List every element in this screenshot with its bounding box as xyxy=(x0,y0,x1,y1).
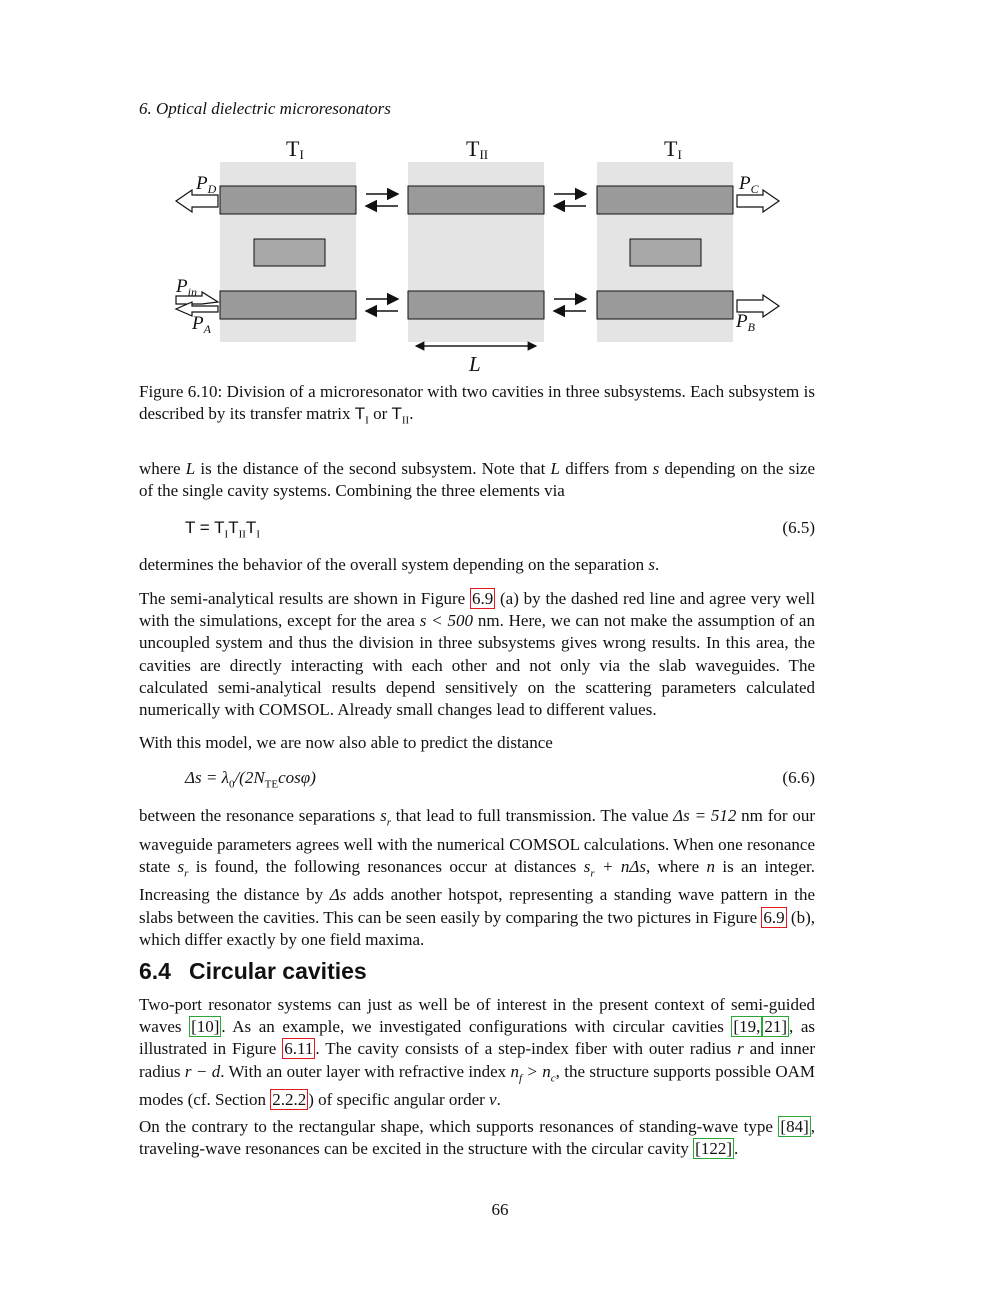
citation-link[interactable]: [19, xyxy=(733,1017,761,1037)
waveguide-bottom-right xyxy=(597,291,733,319)
figure-ref-link[interactable]: 6.11 xyxy=(284,1039,314,1059)
paragraph-4: With this model, we are now also able to predict the distance xyxy=(139,733,553,752)
waveguide-top-right xyxy=(597,186,733,214)
label-t1-left: TI xyxy=(286,136,304,162)
equation-6-6: $\Delta s = \lambda_0/(2N_{TE}\cos\varphi)$ (6.6) xyxy=(185,768,815,791)
section-heading: 6.4 Circular cavities xyxy=(139,958,367,984)
citation-link[interactable]: [122] xyxy=(695,1139,732,1159)
waveguide-bottom-left xyxy=(220,291,356,319)
label-pa: $P_A$ xyxy=(192,313,211,336)
section-ref-link[interactable]: 2.2.2 xyxy=(272,1090,307,1110)
label-pc: $P_C$ xyxy=(739,173,759,196)
citation-link[interactable]: 21] xyxy=(764,1017,788,1037)
waveguide-top-middle xyxy=(408,186,544,214)
paragraph-3: The semi-analytical results are shown in Figure 6.9 (a) by the dashed red line and agree very well with the simulations, except for the area s < 500 nm. Here, we can not make the assumption of an uncoupled system and thus the division in three subsystems gives wrong results. In this area, the cavities are directly interacting with each other and not only via the slab waveguides. The calculated semi-analytical results depend sensitively on the scattering parameters calculated numerically with COMSOL. Already small changes lead to different values. xyxy=(139,589,816,720)
waveguide-bottom-middle xyxy=(408,291,544,319)
cavity-left xyxy=(254,239,325,266)
label-length: L xyxy=(469,352,481,376)
label-t2: TII xyxy=(466,136,489,162)
paragraph-6: Two-port resonator systems can just as well be of interest in the present context of semi-guided waves [10] . As an example, we investigated configurations with circular cavities [19, 21] , as illustrated in Figure 6.11 . The cavity consists of a step-index fiber with outer radius r and inner radius r − d. With an outer layer with refractive index $n_f > n_c$, the structure supports possible OAM modes (cf. Section 2.2.2 ) of specific angular order ν. xyxy=(139,995,816,1110)
figure-ref-link[interactable]: 6.9 xyxy=(471,589,494,608)
page-number: 66 xyxy=(491,1200,509,1219)
label-pin: $P_{in}$ xyxy=(176,276,197,299)
label-pd: $P_D$ xyxy=(196,173,217,196)
label-pb: $P_B$ xyxy=(736,311,755,334)
figure-ref-link[interactable]: 6.9 xyxy=(763,907,785,927)
paragraph-2: determines the behavior of the overall system depending on the separation s. xyxy=(139,555,660,574)
equation-number: (6.6) xyxy=(782,768,815,787)
figure-caption: Figure 6.10: Division of a microresonator with two cavities in three subsystems. Each subsystem is described by its transfer matrix $T_I$ or $T_{II}$. xyxy=(139,382,815,427)
cavity-right xyxy=(630,239,701,266)
label-t1-right: TI xyxy=(664,136,682,162)
paragraph-7: On the contrary to the rectangular shape, which supports resonances of standing-wave type [84] , traveling-wave resonances can be excited in the structure with the circular cavity [122] . xyxy=(139,1117,815,1159)
equation-6-5: $T = T_IT_{II}T_I$ (6.5) xyxy=(185,518,815,541)
citation-link[interactable]: [84] xyxy=(780,1117,809,1136)
running-header: 6. Optical dielectric microresonators xyxy=(139,99,391,118)
citation-link[interactable]: [10] xyxy=(191,1017,220,1037)
waveguide-top-left xyxy=(220,186,356,214)
paragraph-5: between the resonance separations $s_r$ that lead to full transmission. The value Δs = 512 nm for our waveguide parameters agrees well with the numerical COMSOL calculations. When one resonance state $s_r$ is found, the following resonances occur at distances $s_r + n\Delta s$, where n is an integer. Increasing the distance by Δs adds another hotspot, representing a standing wave pattern in the slabs between the cavities. This can be seen easily by comparing the two pictures in Figure 6.9 (b), which differ exactly by one field maxima. xyxy=(139,806,815,949)
paragraph-1: where L is the distance of the second subsystem. Note that L differs from s depending on the size of the single cavity systems. Combining the three elements via xyxy=(139,459,816,501)
equation-number: (6.5) xyxy=(782,518,815,537)
figure-microresonator-diagram xyxy=(170,132,790,377)
